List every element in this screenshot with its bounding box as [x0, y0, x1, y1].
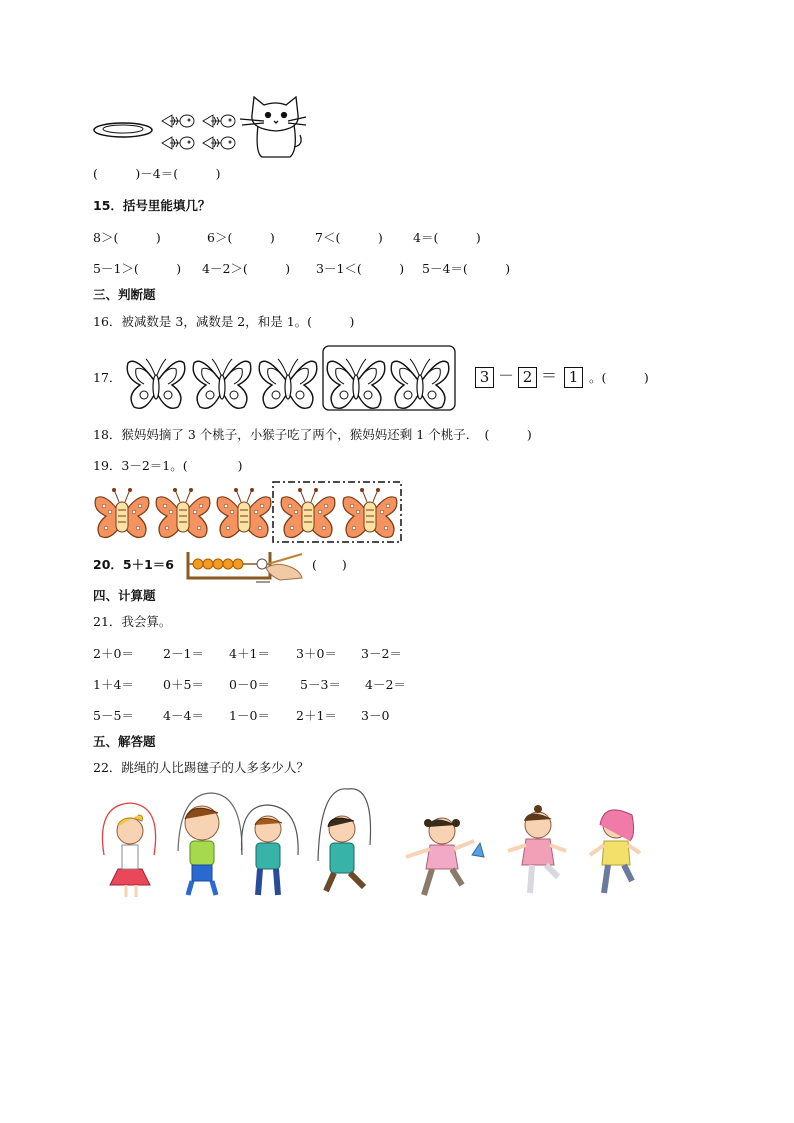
cat-icon	[240, 97, 306, 157]
q15-item: 5－4＝( )	[422, 261, 511, 276]
q17-subtrahend: 2	[518, 367, 537, 388]
section-heading: 四、计算题	[93, 588, 156, 603]
q17-result: 1	[564, 367, 583, 388]
q17-number: 17．	[93, 370, 122, 385]
q15-item: 5－1＞( )	[93, 261, 182, 276]
q21-title: 21．我会算。	[93, 614, 172, 629]
q17-minus: －	[498, 366, 515, 385]
q14-equation: ( )－4＝( )	[93, 166, 221, 181]
rope-jumper-icon	[242, 805, 299, 895]
shuttlecock-kicker-icon	[508, 805, 566, 893]
calc-item: 5－5＝	[93, 708, 134, 723]
q15-title: 15．括号里能填几？	[93, 198, 211, 213]
q20-text: 20．5＋1＝6	[93, 557, 174, 572]
calc-item: 4－4＝	[163, 708, 204, 723]
calc-item: 1－0＝	[229, 708, 270, 723]
section-heading: 三、判断题	[93, 287, 156, 302]
rope-jumper-icon	[102, 803, 155, 897]
q18-text: 18．猴妈妈摘了 3 个桃子，小猴子吃了两个，猴妈妈还剩 1 个桃子． ( )	[93, 427, 532, 442]
calc-item: 4－2＝	[365, 677, 406, 692]
q17-minuend: 3	[475, 367, 494, 388]
q15-item: 4＝( )	[413, 230, 481, 245]
calc-item: 3＋0＝	[296, 646, 337, 661]
q15-item: 4－2＞( )	[202, 261, 291, 276]
calc-item: 5－3＝	[300, 677, 341, 692]
q17-answer-blank: 。( )	[589, 370, 649, 385]
plate-icon	[94, 123, 152, 137]
q20-answer-blank: ( )	[312, 557, 347, 572]
fish-bone-icon	[162, 115, 235, 149]
q19-text: 19．3－2＝1。( )	[93, 458, 243, 473]
q15-item: 8＞( )	[93, 230, 161, 245]
calc-item: 0－0＝	[229, 677, 270, 692]
abacus-icon	[184, 548, 306, 584]
rope-jumper-icon	[178, 793, 242, 895]
rope-jumper-icon	[318, 789, 371, 891]
q16-text: 16．被减数是 3，减数是 2，和是 1。( )	[93, 314, 355, 329]
calc-item: 2＋1＝	[296, 708, 337, 723]
calc-item: 4＋1＝	[229, 646, 270, 661]
q22-text: 22．跳绳的人比踢毽子的人多多少人？	[93, 760, 309, 775]
shuttlecock-kicker-icon	[406, 818, 484, 895]
shuttlecock-kicker-icon	[590, 810, 640, 893]
children-illustration	[92, 785, 652, 905]
q17-equals: ＝	[541, 366, 558, 385]
q15-item: 7＜( )	[315, 230, 383, 245]
calc-item: 0＋5＝	[163, 677, 204, 692]
section-heading: 五、解答题	[93, 734, 156, 749]
calc-item: 3－0	[361, 708, 390, 723]
q15-item: 6＞( )	[207, 230, 275, 245]
q17-butterflies	[120, 345, 460, 415]
calc-item: 2－1＝	[163, 646, 204, 661]
calc-item: 2＋0＝	[93, 646, 134, 661]
q15-item: 3－1＜( )	[316, 261, 405, 276]
calc-item: 1＋4＝	[93, 677, 134, 692]
q19-butterflies	[90, 480, 406, 546]
calc-item: 3－2＝	[361, 646, 402, 661]
q14-illustration	[90, 95, 310, 160]
